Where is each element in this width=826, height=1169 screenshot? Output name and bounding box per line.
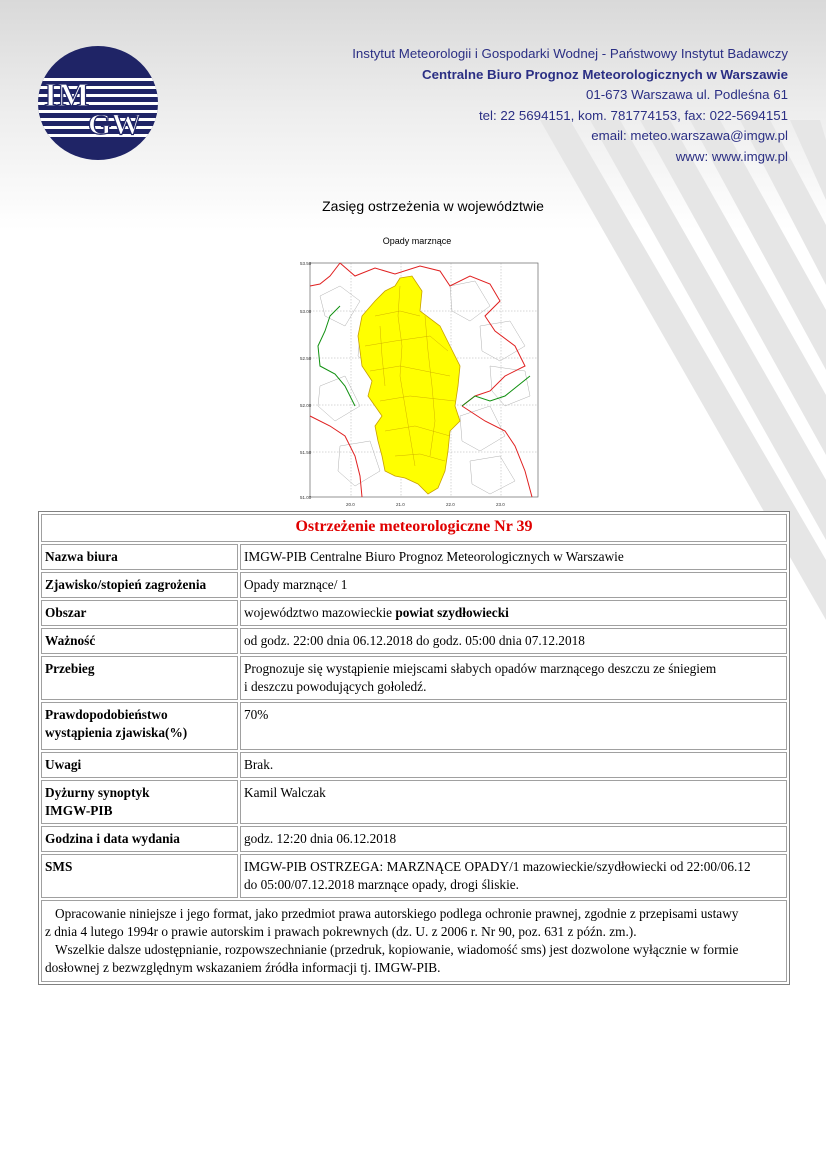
table-row [41, 702, 787, 750]
x-tick-1: 20.0 [346, 502, 355, 507]
logo-text-im: IM [44, 77, 90, 114]
row-value [240, 600, 787, 626]
row-label [41, 780, 238, 824]
table-row [41, 628, 787, 654]
y-tick-4: 52.00 [300, 403, 312, 408]
table-row [41, 600, 787, 626]
logo-text-gw: GW [88, 108, 142, 141]
row-label-line: Dyżurny synoptyk [45, 785, 150, 800]
table-row [41, 780, 787, 824]
email: email: meteo.warszawa@imgw.pl [591, 128, 788, 144]
table-row [41, 572, 787, 598]
map-title: Zasięg ostrzeżenia w województwie [322, 198, 544, 214]
row-label [41, 702, 238, 750]
row-value: 70% [240, 702, 787, 750]
table-row [41, 656, 787, 700]
warning-table [38, 511, 790, 985]
bureau-name: Centralne Biuro Prognoz Meteorologicznych w Warszawie [422, 66, 788, 82]
contact-block [268, 44, 788, 168]
row-label: Przebieg [41, 656, 238, 700]
y-tick-5: 51.50 [300, 450, 312, 455]
x-tick-4: 23.0 [496, 502, 505, 507]
row-value: Kamil Walczak [240, 780, 787, 824]
table-row [41, 544, 787, 570]
table-row [41, 854, 787, 898]
note-line: dosłownej z bezwzględnym wskazaniem źródła informacji tj. IMGW-PIB. [45, 960, 441, 975]
row-label: Nazwa biura [41, 544, 238, 570]
row-label-line: Prawdopodobieństwo [45, 707, 168, 722]
note-line: z dnia 4 lutego 1994r o prawie autorskim i prawach pokrewnych (dz. U. z 2006 r. Nr 90, poz. 631 z późn. zm.). [45, 924, 637, 939]
row-value [240, 656, 787, 700]
y-tick-3: 52.50 [300, 356, 312, 361]
y-tick-6: 51.00 [300, 495, 312, 500]
area-county: powiat szydłowiecki [395, 605, 509, 620]
row-value-line: do 05:00/07.12.2018 marznące opady, drogi śliskie. [244, 877, 519, 892]
y-tick-2: 53.00 [300, 309, 312, 314]
row-label: Zjawisko/stopień zagrożenia [41, 572, 238, 598]
warning-title: Ostrzeżenie meteorologiczne Nr 39 [41, 514, 787, 542]
row-value: godz. 12:20 dnia 06.12.2018 [240, 826, 787, 852]
warning-map [300, 256, 542, 512]
row-value-line: i deszczu powodujących gołoledź. [244, 679, 427, 694]
institute-name: Instytut Meteorologii i Gospodarki Wodnej - Państwowy Instytut Badawczy [352, 46, 788, 61]
imgw-logo [36, 44, 160, 162]
row-value: Brak. [240, 752, 787, 778]
table-row [41, 752, 787, 778]
row-label: Uwagi [41, 752, 238, 778]
x-tick-2: 21.0 [396, 502, 405, 507]
row-label: Godzina i data wydania [41, 826, 238, 852]
note-line: Wszelkie dalsze udostępnianie, rozpowszechnianie (przedruk, kopiowanie, wiadomość sms) jest dozwolone wyłącznie w formie [55, 942, 739, 957]
row-value: IMGW-PIB Centralne Biuro Prognoz Meteorologicznych w Warszawie [240, 544, 787, 570]
row-value-line: Prognozuje się wystąpienie miejscami słabych opadów marznącego deszczu ze śniegiem [244, 661, 717, 676]
address: 01-673 Warszawa ul. Podleśna 61 [585, 87, 788, 103]
map-subtitle: Opady marznące [382, 236, 452, 246]
copyright-note [41, 900, 787, 982]
row-label: SMS [41, 854, 238, 898]
row-value [240, 854, 787, 898]
y-tick-1: 53.50 [300, 261, 312, 266]
phone: tel: 22 5694151, kom. 781774153, fax: 022-5694151 [478, 107, 788, 123]
note-line: Opracowanie niniejsze i jego format, jako przedmiot prawa autorskiego podlega ochronie prawnej, zgodnie z przepisami ustawy [55, 906, 739, 921]
row-label: Obszar [41, 600, 238, 626]
table-row [41, 826, 787, 852]
row-label: Ważność [41, 628, 238, 654]
row-label-line: wystąpienia zjawiska(%) [45, 725, 188, 740]
row-value: Opady marznące/ 1 [240, 572, 787, 598]
row-value: od godz. 22:00 dnia 06.12.2018 do godz. 05:00 dnia 07.12.2018 [240, 628, 787, 654]
area-voivodeship: województwo mazowieckie [244, 605, 393, 620]
row-value-line: IMGW-PIB OSTRZEGA: MARZNĄCE OPADY/1 mazowieckie/szydłowiecki od 22:00/06.12 [244, 859, 751, 874]
row-label-line: IMGW-PIB [45, 803, 113, 818]
x-tick-3: 22.0 [446, 502, 455, 507]
website: www: www.imgw.pl [675, 148, 788, 164]
